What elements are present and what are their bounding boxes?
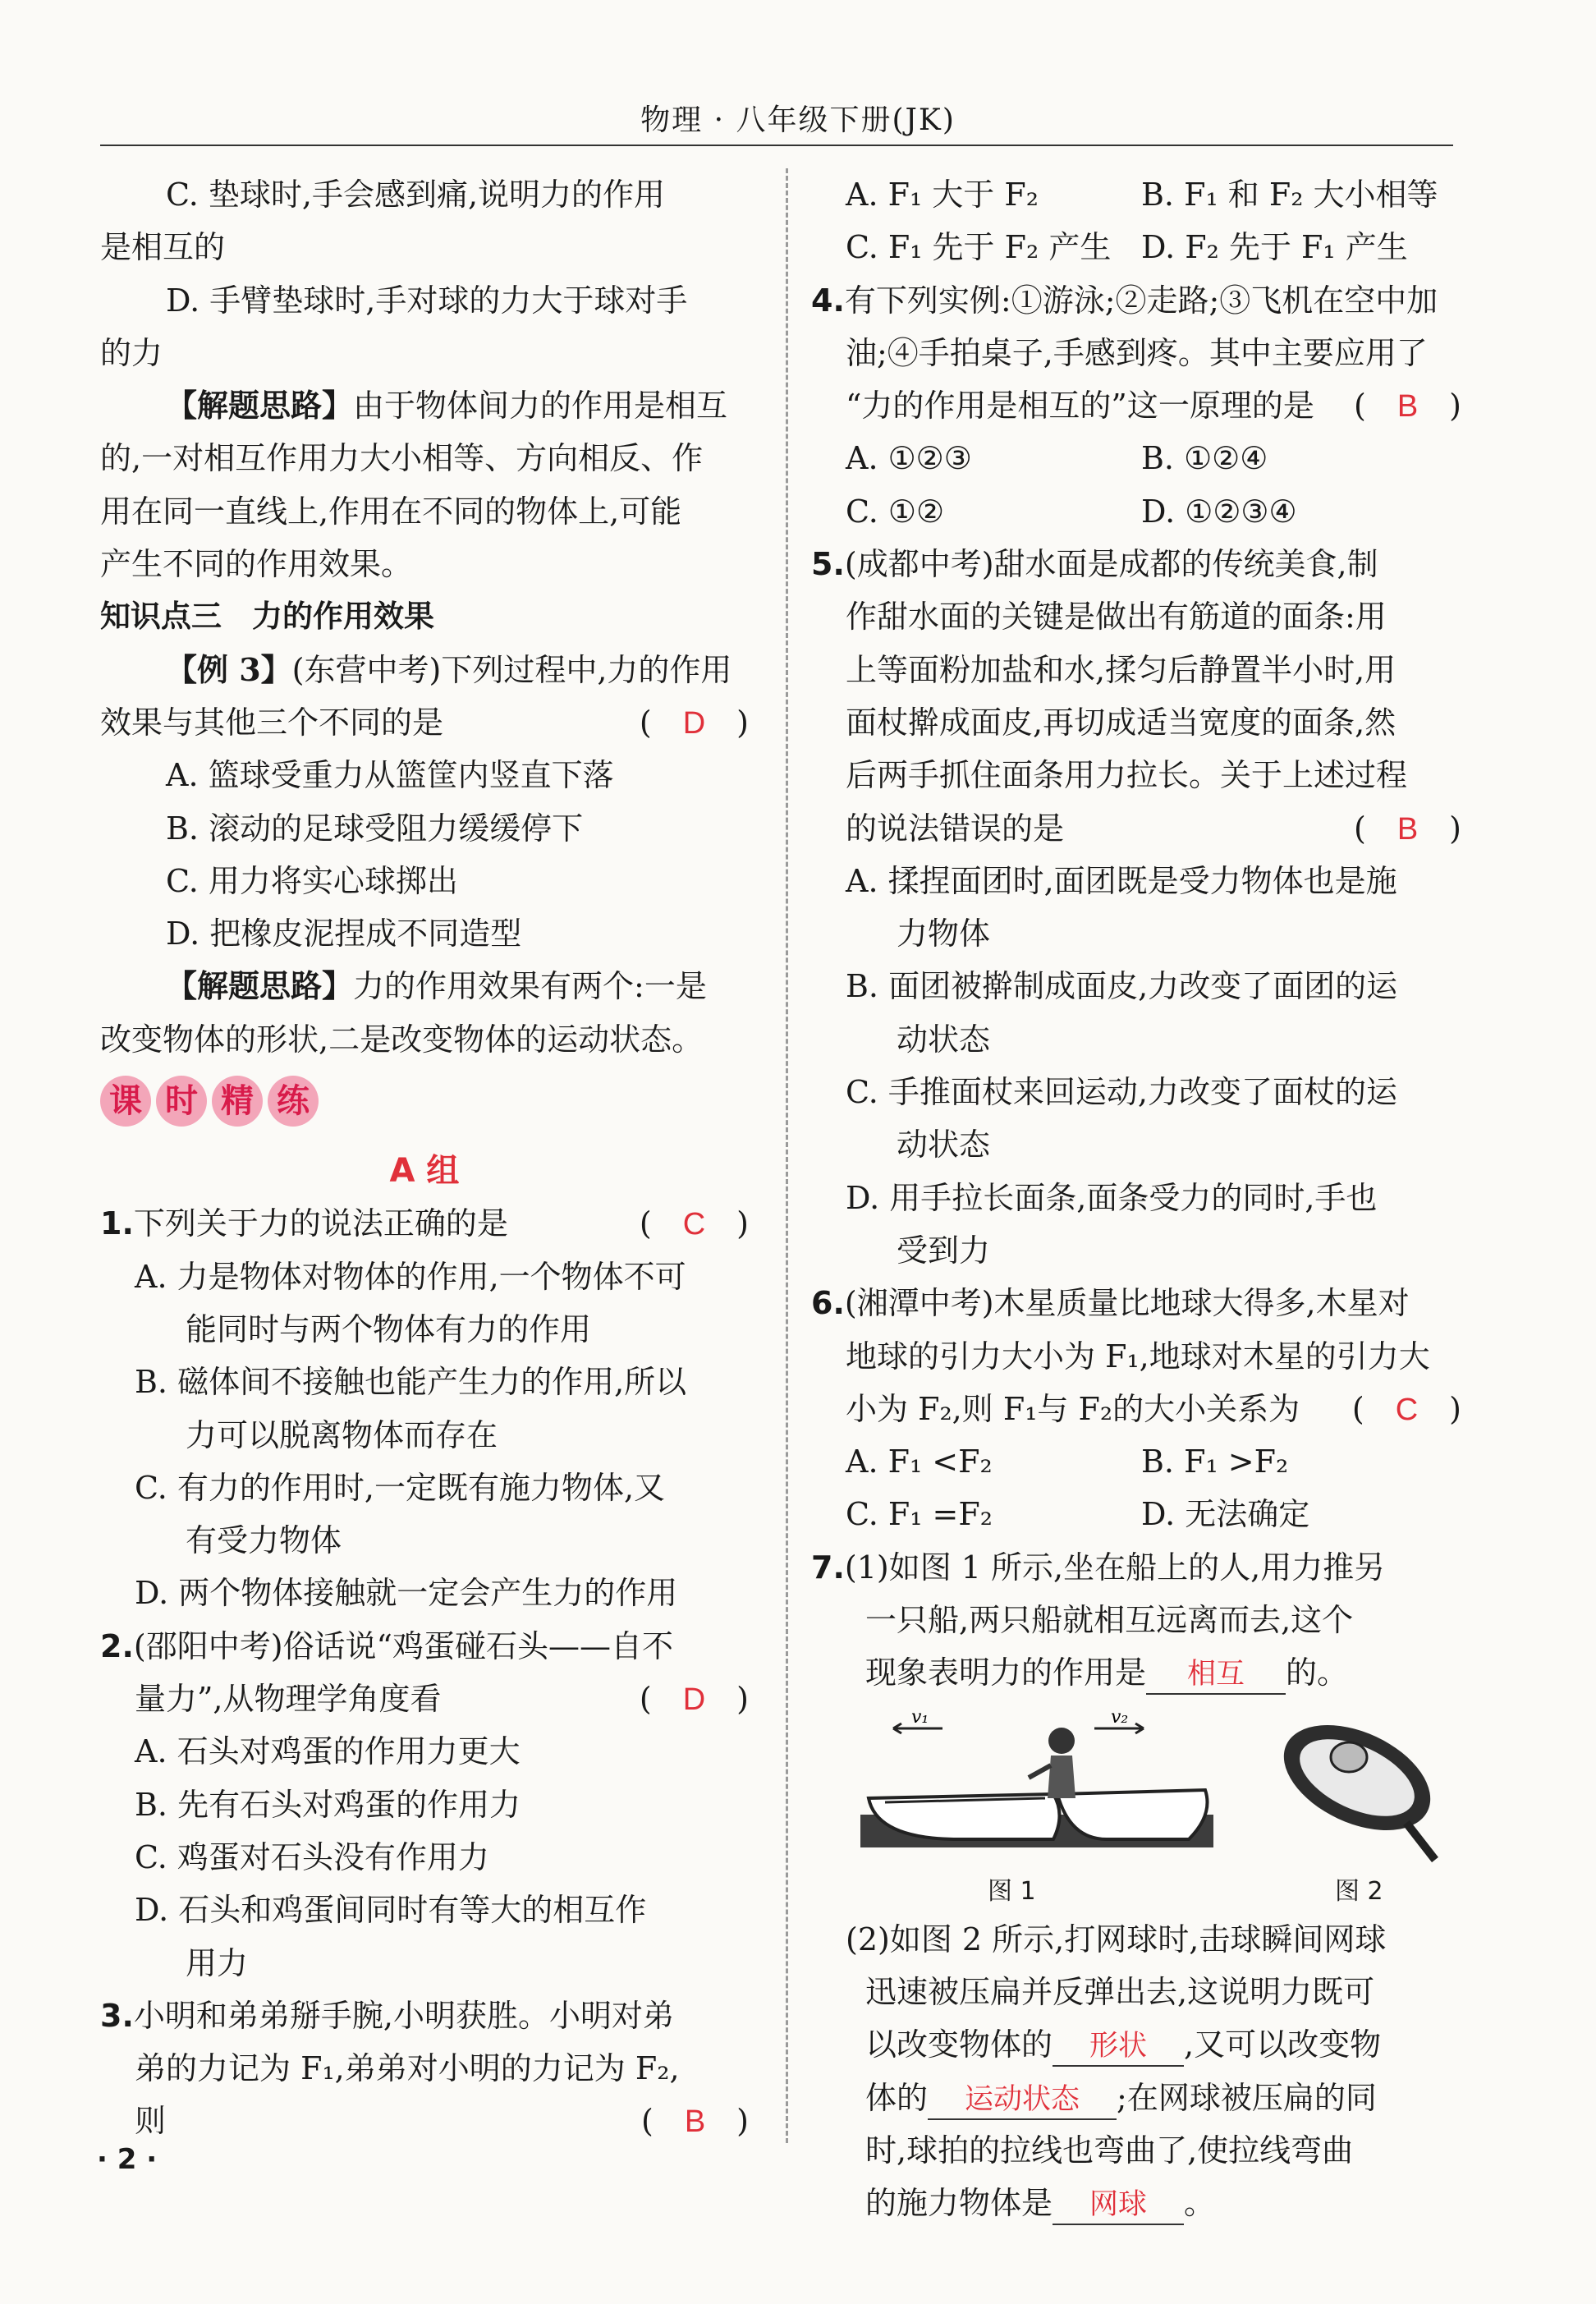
option-text: B. ①②④ <box>1141 440 1268 477</box>
option-text: 的力 <box>100 334 163 371</box>
example-label: 【例 3】 <box>166 650 292 688</box>
page-number: · 2 · <box>97 2143 158 2176</box>
option-text: A. F₁ 大于 F₂ <box>846 177 1039 213</box>
question-fill-line <box>811 2177 1461 2229</box>
option-text: A. 石头对鸡蛋的作用力更大 <box>135 1733 521 1770</box>
question-text: ;在网球被压扁的同 <box>1117 2079 1377 2116</box>
option-text: B. F₁ 和 F₂ 大小相等 <box>1141 177 1438 213</box>
option-text: C. 手推面杖来回运动,力改变了面杖的运 <box>846 1074 1397 1111</box>
hint-text: 改变物体的形状,二是改变物体的运动状态。 <box>100 1021 704 1058</box>
left-column <box>100 168 749 2148</box>
answer: C <box>1395 1392 1419 1427</box>
question-text: 后两手抓住面条用力拉长。关于上述过程 <box>846 757 1408 794</box>
right-column <box>811 168 1461 2229</box>
option-text: A. 篮球受重力从篮筐内竖直下落 <box>166 757 614 794</box>
option-text: D. 无法确定 <box>1141 1496 1310 1533</box>
group-title: A 组 <box>389 1152 460 1191</box>
option-row <box>811 221 1461 273</box>
option-text: B. 先有石头对鸡蛋的作用力 <box>135 1786 521 1823</box>
question-text: ,又可以改变物 <box>1184 2026 1382 2063</box>
option-text: D. 把橡皮泥捏成不同造型 <box>166 916 522 952</box>
question-fill-line <box>811 2018 1461 2071</box>
question-text: 迅速被压扁并反弹出去,这说明力既可 <box>865 1973 1375 2010</box>
option-text: 能同时与两个物体有力的作用 <box>186 1310 592 1347</box>
option-text: B. 面团被擀制成面皮,力改变了面团的运 <box>846 968 1398 1005</box>
question-stem-line <box>811 802 1461 855</box>
option-text: D. 石头和鸡蛋间同时有等大的相互作 <box>135 1892 647 1929</box>
example-stem-line <box>100 696 749 749</box>
question-text: 体的 <box>865 2079 929 2116</box>
hint-label: 【解题思路】 <box>166 387 354 425</box>
question-text: (成都中考)甜水面是成都的传统美食,制 <box>844 546 1378 583</box>
option-row <box>811 485 1461 538</box>
question-stem-line <box>100 1673 749 1725</box>
answer-bracket: ( B ) <box>1353 388 1461 425</box>
option-text: B. 滚动的足球受阻力缓缓停下 <box>166 810 584 847</box>
hint-paragraph <box>100 379 749 432</box>
question-text: 小为 F₂,则 F₁与 F₂的大小关系为 <box>846 1390 1300 1427</box>
answer-bracket: ( D ) <box>639 704 749 741</box>
banner-char: 课 <box>100 1076 151 1127</box>
section-heading: 知识点三 力的作用效果 <box>100 599 434 635</box>
hint-label: 【解题思路】 <box>166 967 354 1005</box>
option-row <box>811 432 1461 484</box>
answer: D <box>682 1682 706 1718</box>
option-text: C. ①② <box>846 493 945 530</box>
question-text: (邵阳中考)俗话说“鸡蛋碰石头——自不 <box>133 1627 673 1664</box>
option-text: C. 垫球时,手会感到痛,说明力的作用 <box>166 177 666 213</box>
header-divider <box>100 145 1453 146</box>
option-row <box>811 1435 1461 1488</box>
question-text: (2)如图 2 所示,打网球时,击球瞬间网球 <box>846 1921 1387 1957</box>
option-text: C. 用力将实心球掷出 <box>166 862 458 899</box>
answer-bracket: ( B ) <box>1353 810 1461 847</box>
practice-banner <box>100 1066 749 1145</box>
question-stem <box>811 1541 1461 1594</box>
answer-bracket: ( D ) <box>639 1681 749 1718</box>
boat-figure <box>860 1708 1213 1864</box>
option-text: 受到力 <box>897 1232 991 1269</box>
question-text: 油;④手拍桌子,手感到疼。其中主要应用了 <box>846 334 1428 371</box>
option-text: 动状态 <box>897 1127 991 1163</box>
option-text: 力可以脱离物体而存在 <box>186 1416 498 1453</box>
option-text: C. 有力的作用时,一定既有施力物体,又 <box>135 1469 666 1506</box>
question-text: 地球的引力大小为 F₁,地球对木星的引力大 <box>846 1338 1430 1375</box>
example-text: (东营中考)下列过程中,力的作用 <box>291 651 732 688</box>
answer-blank[interactable]: 相互 <box>1146 1655 1286 1695</box>
question-text: (1)如图 1 所示,坐在船上的人,用力推另 <box>844 1549 1386 1586</box>
answer-blank[interactable]: 网球 <box>1053 2186 1184 2225</box>
question-stem-line <box>811 1383 1461 1435</box>
question-text: 作甜水面的关键是做出有筋道的面条:用 <box>846 599 1387 636</box>
tennis-figure <box>1267 1708 1443 1864</box>
question-text: 现象表明力的作用是 <box>865 1655 1147 1691</box>
question-text: 的施力物体是 <box>865 2185 1053 2222</box>
answer-bracket: ( C ) <box>639 1205 749 1242</box>
answer-bracket: ( C ) <box>1351 1390 1461 1427</box>
option-text: B. F₁ >F₂ <box>1141 1443 1289 1480</box>
option-text: A. 力是物体对物体的作用,一个物体不可 <box>135 1258 686 1295</box>
hint-text: 产生不同的作用效果。 <box>100 546 413 583</box>
question-text: 小明和弟弟掰手腕,小明获胜。小明对弟 <box>133 1997 674 2034</box>
banner-char: 精 <box>212 1076 263 1127</box>
question-text: 时,球拍的拉线也弯曲了,使拉线弯曲 <box>865 2132 1354 2169</box>
question-stem <box>811 274 1461 327</box>
question-text: 下列关于力的说法正确的是 <box>133 1205 508 1242</box>
question-text: 面杖擀成面皮,再切成适当宽度的面条,然 <box>846 704 1396 741</box>
question-number: 5. <box>811 546 845 583</box>
option-text: C. F₁ 先于 F₂ 产生 <box>846 229 1112 266</box>
question-stem <box>100 1197 749 1250</box>
option-text: D. 手臂垫球时,手对球的力大于球对手 <box>166 282 688 319</box>
answer: D <box>682 705 706 741</box>
question-text: 弟的力记为 F₁,弟弟对小明的力记为 F₂, <box>135 2050 680 2087</box>
example-stem <box>100 644 749 696</box>
banner-char: 时 <box>156 1076 207 1127</box>
answer: B <box>1396 811 1419 847</box>
option-text: D. F₂ 先于 F₁ 产生 <box>1141 229 1408 266</box>
question-text: 有下列实例:①游泳;②走路;③飞机在空中加 <box>844 282 1438 319</box>
figure1-caption: 图 1 <box>988 1876 1036 1906</box>
question-fill-line <box>811 2072 1461 2124</box>
question-text: 以改变物体的 <box>865 2026 1053 2063</box>
option-text: C. 鸡蛋对石头没有作用力 <box>135 1838 489 1875</box>
option-text: 是相互的 <box>100 229 226 266</box>
question-text: 的说法错误的是 <box>846 810 1065 847</box>
figure2-caption: 图 2 <box>1335 1876 1383 1906</box>
question-number: 4. <box>811 282 845 319</box>
option-text: A. F₁ <F₂ <box>846 1443 993 1480</box>
question-stem <box>100 1990 749 2042</box>
column-divider <box>786 168 788 2143</box>
hint-paragraph <box>100 960 749 1012</box>
option-text: 有受力物体 <box>186 1522 342 1559</box>
option-row <box>811 168 1461 221</box>
answer-blank[interactable]: 形状 <box>1053 2027 1184 2067</box>
hint-text: 力的作用效果有两个:一是 <box>353 968 707 1005</box>
option-text: A. ①②③ <box>846 440 972 477</box>
question-text: 一只船,两只船就相互远离而去,这个 <box>865 1602 1354 1639</box>
example-text: 效果与其他三个不同的是 <box>100 704 444 741</box>
answer-bracket: ( B ) <box>640 2103 749 2140</box>
option-row <box>811 1488 1461 1540</box>
question-stem-line <box>100 2095 749 2147</box>
v2-label: v₂ <box>1111 1707 1129 1728</box>
question-text: 量力”,从物理学角度看 <box>135 1681 442 1718</box>
question-number: 3. <box>100 1997 134 2034</box>
figures <box>811 1700 1461 1913</box>
banner-char: 练 <box>268 1076 319 1127</box>
answer: B <box>684 2104 706 2140</box>
question-text: 。 <box>1184 2185 1216 2222</box>
question-number: 7. <box>811 1549 845 1586</box>
v1-label: v₁ <box>911 1707 929 1728</box>
question-fill-line <box>811 1646 1461 1699</box>
question-stem-line <box>811 379 1461 432</box>
option-text: D. 两个物体接触就一定会产生力的作用 <box>135 1575 678 1612</box>
option-text: B. 磁体间不接触也能产生力的作用,所以 <box>135 1364 687 1401</box>
hint-text: 由于物体间力的作用是相互 <box>353 388 728 425</box>
option-text: 用力 <box>186 1944 249 1981</box>
answer-blank[interactable]: 运动状态 <box>928 2081 1117 2120</box>
question-number: 6. <box>811 1285 845 1322</box>
option-text: 动状态 <box>897 1021 991 1058</box>
hint-text: 的,一对相互作用力大小相等、方向相反、作 <box>100 440 704 477</box>
option-text: C. F₁ =F₂ <box>846 1496 993 1533</box>
question-text: (湘潭中考)木星质量比地球大得多,木星对 <box>844 1285 1410 1322</box>
question-stem <box>100 1620 749 1673</box>
question-stem <box>811 1277 1461 1329</box>
question-text: 上等面粉加盐和水,揉匀后静置半小时,用 <box>846 651 1396 688</box>
option-text: D. 用手拉长面条,面条受力的同时,手也 <box>846 1179 1378 1216</box>
option-text: D. ①②③④ <box>1141 493 1297 530</box>
answer: B <box>1396 389 1419 425</box>
question-stem <box>811 538 1461 590</box>
question-number: 2. <box>100 1627 134 1664</box>
question-text: 的。 <box>1286 1655 1349 1691</box>
question-text: 则 <box>135 2103 167 2140</box>
question-text: “力的作用是相互的”这一原理的是 <box>846 388 1314 425</box>
option-text: 力物体 <box>897 916 991 952</box>
hint-text: 用在同一直线上,作用在不同的物体上,可能 <box>100 493 682 530</box>
answer: C <box>682 1207 706 1242</box>
question-number: 1. <box>100 1205 134 1242</box>
running-header: 物理 · 八年级下册(JK) <box>640 103 956 137</box>
option-text: A. 揉捏面团时,面团既是受力物体也是施 <box>846 862 1397 899</box>
